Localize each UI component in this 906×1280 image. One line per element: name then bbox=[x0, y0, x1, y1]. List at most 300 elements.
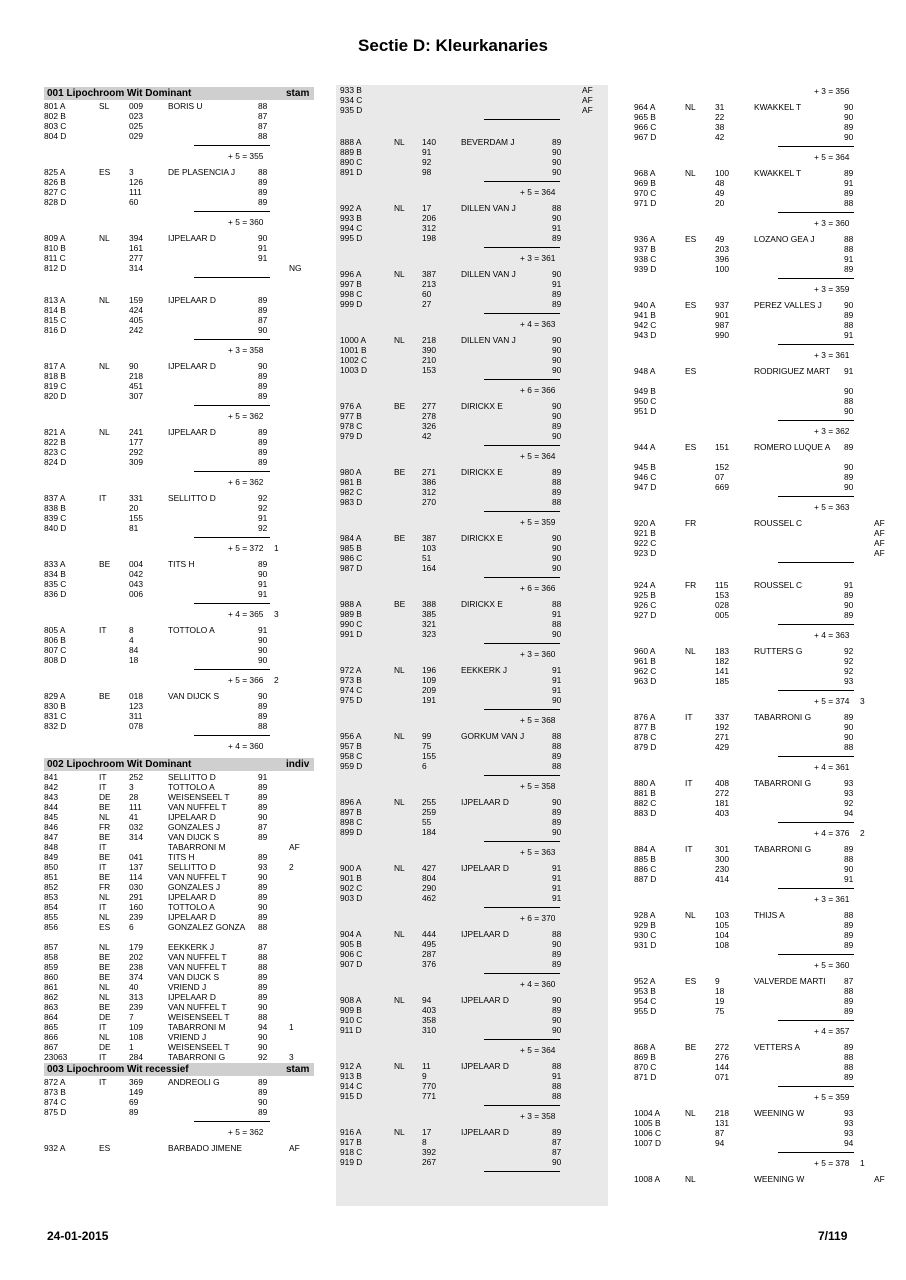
table-row bbox=[632, 1062, 890, 1072]
ring-number: 947 D bbox=[634, 482, 657, 492]
sum-rule bbox=[44, 1117, 314, 1127]
ring-number: 899 D bbox=[340, 827, 363, 837]
ring-number: 877 B bbox=[634, 722, 656, 732]
bird-number: 405 bbox=[129, 315, 143, 325]
group-total bbox=[336, 583, 608, 593]
ring-number: 817 A bbox=[44, 361, 66, 371]
bird-number: 314 bbox=[129, 832, 143, 842]
points: 90 bbox=[552, 1025, 562, 1035]
bird-number: 89 bbox=[129, 1107, 139, 1117]
points: 91 bbox=[552, 609, 562, 619]
bird-number: 032 bbox=[129, 822, 143, 832]
bird-number: 042 bbox=[129, 569, 143, 579]
country: BE bbox=[394, 467, 406, 477]
points: 89 bbox=[844, 168, 854, 178]
rule-line bbox=[484, 841, 560, 842]
table-row bbox=[44, 1087, 314, 1097]
ring-number: 867 bbox=[44, 1042, 58, 1052]
ring-number: 919 D bbox=[340, 1157, 363, 1167]
table-row bbox=[632, 234, 890, 244]
points: 89 bbox=[844, 940, 854, 950]
section-header bbox=[44, 758, 314, 771]
group-total bbox=[336, 517, 608, 527]
bird-number: 103 bbox=[715, 910, 729, 920]
ring-number: 808 D bbox=[44, 655, 67, 665]
table-row bbox=[336, 105, 608, 115]
table-row bbox=[44, 101, 314, 111]
bird-number: 137 bbox=[129, 862, 143, 872]
table-row bbox=[632, 874, 890, 884]
points: 88 bbox=[552, 619, 562, 629]
total-score: + 3 = 362 bbox=[814, 426, 850, 436]
ring-number: 841 bbox=[44, 772, 58, 782]
bird-number: 358 bbox=[422, 1015, 436, 1025]
section-title: 002 Lipochroom Wit Dominant bbox=[47, 759, 192, 770]
points: 89 bbox=[258, 701, 268, 711]
total-score: + 6 = 370 bbox=[520, 913, 556, 923]
rule-line bbox=[484, 379, 560, 380]
points: 89 bbox=[552, 467, 562, 477]
bird-number: 376 bbox=[422, 959, 436, 969]
breeder-name: VAN DIJCK S bbox=[168, 832, 220, 842]
bird-number: 277 bbox=[422, 401, 436, 411]
sum-rule bbox=[632, 274, 890, 284]
ring-number: 977 B bbox=[340, 411, 362, 421]
ring-number: 802 B bbox=[44, 111, 66, 121]
sum-rule bbox=[632, 142, 890, 152]
table-row bbox=[44, 645, 314, 655]
sum-rule bbox=[336, 309, 608, 319]
points: 89 bbox=[258, 992, 268, 1002]
breeder-name: IJPELAAR D bbox=[168, 892, 216, 902]
table-row bbox=[44, 1107, 314, 1117]
total-score: + 4 = 360 bbox=[228, 741, 264, 751]
total-score: + 4 = 376 bbox=[814, 828, 850, 838]
country: FR bbox=[99, 822, 111, 832]
table-row bbox=[632, 590, 890, 600]
sum-rule bbox=[632, 558, 890, 568]
ring-number: 960 A bbox=[634, 646, 656, 656]
bird-number: 018 bbox=[129, 691, 143, 701]
country: DE bbox=[99, 1042, 111, 1052]
bird-number: 386 bbox=[422, 477, 436, 487]
total-score: + 5 = 362 bbox=[228, 411, 264, 421]
points: 90 bbox=[844, 300, 854, 310]
points: 91 bbox=[258, 513, 268, 523]
points: 90 bbox=[844, 722, 854, 732]
table-row bbox=[336, 685, 608, 695]
country: NL bbox=[99, 982, 110, 992]
total-score: + 4 = 357 bbox=[814, 1026, 850, 1036]
group-total bbox=[632, 284, 890, 294]
points: 91 bbox=[258, 579, 268, 589]
table-row bbox=[632, 940, 890, 950]
table-row bbox=[336, 1025, 608, 1035]
table-row bbox=[44, 625, 314, 635]
country: ES bbox=[99, 922, 111, 932]
table-row bbox=[44, 792, 314, 802]
country: IT bbox=[99, 625, 107, 635]
remark: NG bbox=[289, 263, 302, 273]
ring-number: 963 D bbox=[634, 676, 657, 686]
bird-number: 218 bbox=[422, 335, 436, 345]
ring-number: 990 C bbox=[340, 619, 363, 629]
ring-number: 815 C bbox=[44, 315, 67, 325]
table-row bbox=[44, 1077, 314, 1087]
ring-number: 932 A bbox=[44, 1143, 66, 1153]
table-row bbox=[44, 559, 314, 569]
ring-number: 907 D bbox=[340, 959, 363, 969]
bird-number: 18 bbox=[129, 655, 139, 665]
bird-number: 242 bbox=[129, 325, 143, 335]
points: 91 bbox=[258, 243, 268, 253]
ring-number: 987 D bbox=[340, 563, 363, 573]
spacer bbox=[44, 751, 314, 757]
ring-number: 975 D bbox=[340, 695, 363, 705]
points: 89 bbox=[258, 427, 268, 437]
points: 94 bbox=[844, 1138, 854, 1148]
points: 94 bbox=[844, 808, 854, 818]
table-row bbox=[632, 548, 890, 558]
ring-number: 878 C bbox=[634, 732, 657, 742]
points: 89 bbox=[844, 712, 854, 722]
table-row bbox=[336, 599, 608, 609]
table-row bbox=[336, 213, 608, 223]
breeder-name: ROUSSEL C bbox=[754, 580, 803, 590]
sum-rule bbox=[336, 969, 608, 979]
country: IT bbox=[99, 772, 107, 782]
points: 88 bbox=[844, 910, 854, 920]
ring-number: 964 A bbox=[634, 102, 656, 112]
table-row bbox=[336, 345, 608, 355]
bird-number: 42 bbox=[422, 431, 432, 441]
country: ES bbox=[685, 976, 697, 986]
total-score: + 5 = 360 bbox=[228, 217, 264, 227]
country: BE bbox=[99, 972, 111, 982]
ring-number: 948 A bbox=[634, 366, 656, 376]
country: NL bbox=[394, 995, 405, 1005]
points: 88 bbox=[844, 986, 854, 996]
ring-number: 870 C bbox=[634, 1062, 657, 1072]
country: NL bbox=[394, 929, 405, 939]
breeder-name: TABARRONI G bbox=[754, 778, 812, 788]
group-total bbox=[632, 894, 890, 904]
points: 89 bbox=[258, 177, 268, 187]
bird-number: 177 bbox=[129, 437, 143, 447]
table-row bbox=[44, 427, 314, 437]
table-row bbox=[632, 102, 890, 112]
rule-line bbox=[484, 181, 560, 182]
sum-rule bbox=[44, 467, 314, 477]
ring-number: 930 C bbox=[634, 930, 657, 940]
ring-number: 938 C bbox=[634, 254, 657, 264]
bird-number: 42 bbox=[715, 132, 725, 142]
table-row bbox=[336, 299, 608, 309]
table-row bbox=[44, 972, 314, 982]
ring-number: 868 A bbox=[634, 1042, 656, 1052]
table-row bbox=[632, 910, 890, 920]
breeder-name: PEREZ VALLES J bbox=[754, 300, 822, 310]
ring-number: 819 C bbox=[44, 381, 67, 391]
points: 90 bbox=[552, 335, 562, 345]
remark: AF bbox=[582, 95, 593, 105]
breeder-name: DILLEN VAN J bbox=[461, 203, 516, 213]
points: 91 bbox=[844, 580, 854, 590]
bird-number: 164 bbox=[422, 563, 436, 573]
bird-number: 990 bbox=[715, 330, 729, 340]
table-row bbox=[632, 442, 890, 462]
ring-number: 915 D bbox=[340, 1091, 363, 1101]
group-total bbox=[632, 426, 890, 436]
bird-number: 100 bbox=[715, 264, 729, 274]
bird-number: 185 bbox=[715, 676, 729, 686]
ring-number: 850 bbox=[44, 862, 58, 872]
points: 90 bbox=[258, 812, 268, 822]
ring-number: 826 B bbox=[44, 177, 66, 187]
points: 89 bbox=[258, 457, 268, 467]
table-row bbox=[336, 411, 608, 421]
table-row bbox=[632, 320, 890, 330]
ring-number: 961 B bbox=[634, 656, 656, 666]
rule-line bbox=[484, 643, 560, 644]
bird-number: 043 bbox=[129, 579, 143, 589]
table-row bbox=[632, 676, 890, 686]
points: 89 bbox=[552, 487, 562, 497]
ring-number: 842 bbox=[44, 782, 58, 792]
table-row bbox=[336, 223, 608, 233]
points: 89 bbox=[844, 122, 854, 132]
country: NL bbox=[99, 912, 110, 922]
ring-number: 999 D bbox=[340, 299, 363, 309]
rule-line bbox=[484, 119, 560, 120]
table-row bbox=[336, 731, 608, 741]
points: 89 bbox=[552, 807, 562, 817]
country: NL bbox=[685, 1174, 696, 1184]
points: 89 bbox=[258, 882, 268, 892]
ring-number: 952 A bbox=[634, 976, 656, 986]
ring-number: 981 B bbox=[340, 477, 362, 487]
ring-number: 806 B bbox=[44, 635, 66, 645]
table-row bbox=[632, 1072, 890, 1082]
breeder-name: ANDREOLI G bbox=[168, 1077, 220, 1087]
points: 91 bbox=[552, 873, 562, 883]
points: 92 bbox=[258, 503, 268, 513]
ring-number: 812 D bbox=[44, 263, 67, 273]
breeder-name: VAN NUFFEL T bbox=[168, 952, 227, 962]
ring-number: 829 A bbox=[44, 691, 66, 701]
bird-number: 462 bbox=[422, 893, 436, 903]
table-row bbox=[44, 655, 314, 665]
total-score: + 5 = 363 bbox=[520, 847, 556, 857]
points: 90 bbox=[258, 655, 268, 665]
breeder-name: GONZALES J bbox=[168, 882, 221, 892]
sum-rule bbox=[336, 1035, 608, 1045]
bird-number: 48 bbox=[715, 178, 725, 188]
ring-number: 898 C bbox=[340, 817, 363, 827]
bird-number: 284 bbox=[129, 1052, 143, 1062]
points: 91 bbox=[844, 874, 854, 884]
table-row bbox=[336, 751, 608, 761]
points: 91 bbox=[552, 1071, 562, 1081]
ring-number: 946 C bbox=[634, 472, 657, 482]
bird-number: 160 bbox=[129, 902, 143, 912]
bird-number: 18 bbox=[715, 986, 725, 996]
table-row bbox=[632, 188, 890, 198]
country: NL bbox=[685, 646, 696, 656]
sum-rule bbox=[336, 507, 608, 517]
breeder-name: IJPELAAR D bbox=[461, 1061, 509, 1071]
group-total bbox=[632, 696, 890, 706]
breeder-name: IJPELAAR D bbox=[168, 812, 216, 822]
total-score: + 5 = 359 bbox=[520, 517, 556, 527]
bird-number: 314 bbox=[129, 263, 143, 273]
ring-number: 954 C bbox=[634, 996, 657, 1006]
country: BE bbox=[394, 401, 406, 411]
bird-number: 218 bbox=[715, 1108, 729, 1118]
group-total bbox=[632, 218, 890, 228]
table-row bbox=[632, 300, 890, 310]
table-row bbox=[44, 177, 314, 187]
ring-number: 912 A bbox=[340, 1061, 362, 1071]
ring-number: 830 B bbox=[44, 701, 66, 711]
ring-number: 968 A bbox=[634, 168, 656, 178]
bird-number: 241 bbox=[129, 427, 143, 437]
group-total bbox=[44, 609, 314, 619]
bird-number: 203 bbox=[715, 244, 729, 254]
bird-number: 424 bbox=[129, 305, 143, 315]
sum-rule bbox=[44, 273, 314, 283]
bird-number: 155 bbox=[422, 751, 436, 761]
sum-rule bbox=[44, 335, 314, 345]
group-total bbox=[632, 86, 890, 96]
points: 90 bbox=[552, 213, 562, 223]
table-row bbox=[632, 538, 890, 548]
bird-number: 276 bbox=[715, 1052, 729, 1062]
bird-number: 009 bbox=[129, 101, 143, 111]
bird-number: 312 bbox=[422, 223, 436, 233]
ring-number: 844 bbox=[44, 802, 58, 812]
breeder-name: VAN DIJCK S bbox=[168, 691, 220, 701]
bird-number: 9 bbox=[715, 976, 720, 986]
bird-number: 179 bbox=[129, 942, 143, 952]
ring-number: 974 C bbox=[340, 685, 363, 695]
bird-number: 006 bbox=[129, 589, 143, 599]
spacer bbox=[336, 1183, 608, 1189]
points: 90 bbox=[552, 355, 562, 365]
country: BE bbox=[99, 802, 111, 812]
bird-number: 196 bbox=[422, 665, 436, 675]
points: 89 bbox=[552, 299, 562, 309]
bird-number: 49 bbox=[715, 188, 725, 198]
breeder-name: IJPELAAR D bbox=[461, 929, 509, 939]
table-row bbox=[44, 457, 314, 467]
ring-number: 853 bbox=[44, 892, 58, 902]
breeder-name: IJPELAAR D bbox=[168, 992, 216, 1002]
bird-number: 153 bbox=[422, 365, 436, 375]
points: 89 bbox=[552, 289, 562, 299]
ring-number: 913 B bbox=[340, 1071, 362, 1081]
bird-number: 267 bbox=[422, 1157, 436, 1167]
table-row bbox=[632, 254, 890, 264]
points: 90 bbox=[552, 995, 562, 1005]
ring-number: 955 D bbox=[634, 1006, 657, 1016]
ring-number: 866 bbox=[44, 1032, 58, 1042]
bird-number: 60 bbox=[422, 289, 432, 299]
bird-number: 69 bbox=[129, 1097, 139, 1107]
country: ES bbox=[685, 366, 697, 376]
country: IT bbox=[99, 902, 107, 912]
breeder-name: IJPELAAR D bbox=[461, 863, 509, 873]
country: IT bbox=[685, 844, 693, 854]
ring-number: 825 A bbox=[44, 167, 66, 177]
bird-number: 75 bbox=[422, 741, 432, 751]
ring-number: 909 B bbox=[340, 1005, 362, 1015]
table-row bbox=[632, 798, 890, 808]
bird-number: 290 bbox=[422, 883, 436, 893]
table-row bbox=[336, 497, 608, 507]
bird-number: 901 bbox=[715, 310, 729, 320]
table-row bbox=[632, 330, 890, 340]
breeder-name: IJPELAAR D bbox=[168, 912, 216, 922]
points: 93 bbox=[258, 862, 268, 872]
table-row bbox=[632, 920, 890, 930]
ring-number: 847 bbox=[44, 832, 58, 842]
table-row bbox=[632, 386, 890, 396]
ring-number: 994 C bbox=[340, 223, 363, 233]
points: 92 bbox=[844, 798, 854, 808]
points: 89 bbox=[258, 381, 268, 391]
points: 93 bbox=[844, 788, 854, 798]
points: 88 bbox=[552, 1091, 562, 1101]
bird-number: 270 bbox=[422, 497, 436, 507]
country: BE bbox=[99, 832, 111, 842]
country: BE bbox=[99, 559, 111, 569]
points: 90 bbox=[258, 645, 268, 655]
table-row bbox=[632, 656, 890, 666]
ring-number: 896 A bbox=[340, 797, 362, 807]
table-row bbox=[44, 121, 314, 131]
rule-line bbox=[778, 690, 854, 691]
country: DE bbox=[99, 792, 111, 802]
ring-number: 980 A bbox=[340, 467, 362, 477]
rule-line bbox=[778, 420, 854, 421]
sum-rule bbox=[632, 340, 890, 350]
points: 91 bbox=[258, 589, 268, 599]
ring-number: 857 bbox=[44, 942, 58, 952]
total-score: + 6 = 362 bbox=[228, 477, 264, 487]
points: 91 bbox=[844, 366, 854, 376]
rule-line bbox=[778, 954, 854, 955]
rule-line bbox=[484, 313, 560, 314]
bird-number: 804 bbox=[422, 873, 436, 883]
table-row bbox=[44, 882, 314, 892]
bird-number: 19 bbox=[715, 996, 725, 1006]
ring-number: 1004 A bbox=[634, 1108, 661, 1118]
bird-number: 155 bbox=[129, 513, 143, 523]
bird-number: 94 bbox=[422, 995, 432, 1005]
breeder-name: DIRICKX E bbox=[461, 467, 503, 477]
points: 89 bbox=[844, 920, 854, 930]
bird-number: 108 bbox=[715, 940, 729, 950]
points: 90 bbox=[844, 732, 854, 742]
total-score: + 4 = 363 bbox=[520, 319, 556, 329]
points: 89 bbox=[552, 949, 562, 959]
points: 91 bbox=[552, 223, 562, 233]
breeder-name: TITS H bbox=[168, 852, 195, 862]
points: 90 bbox=[258, 569, 268, 579]
group-total bbox=[632, 502, 890, 512]
ring-number: 859 bbox=[44, 962, 58, 972]
